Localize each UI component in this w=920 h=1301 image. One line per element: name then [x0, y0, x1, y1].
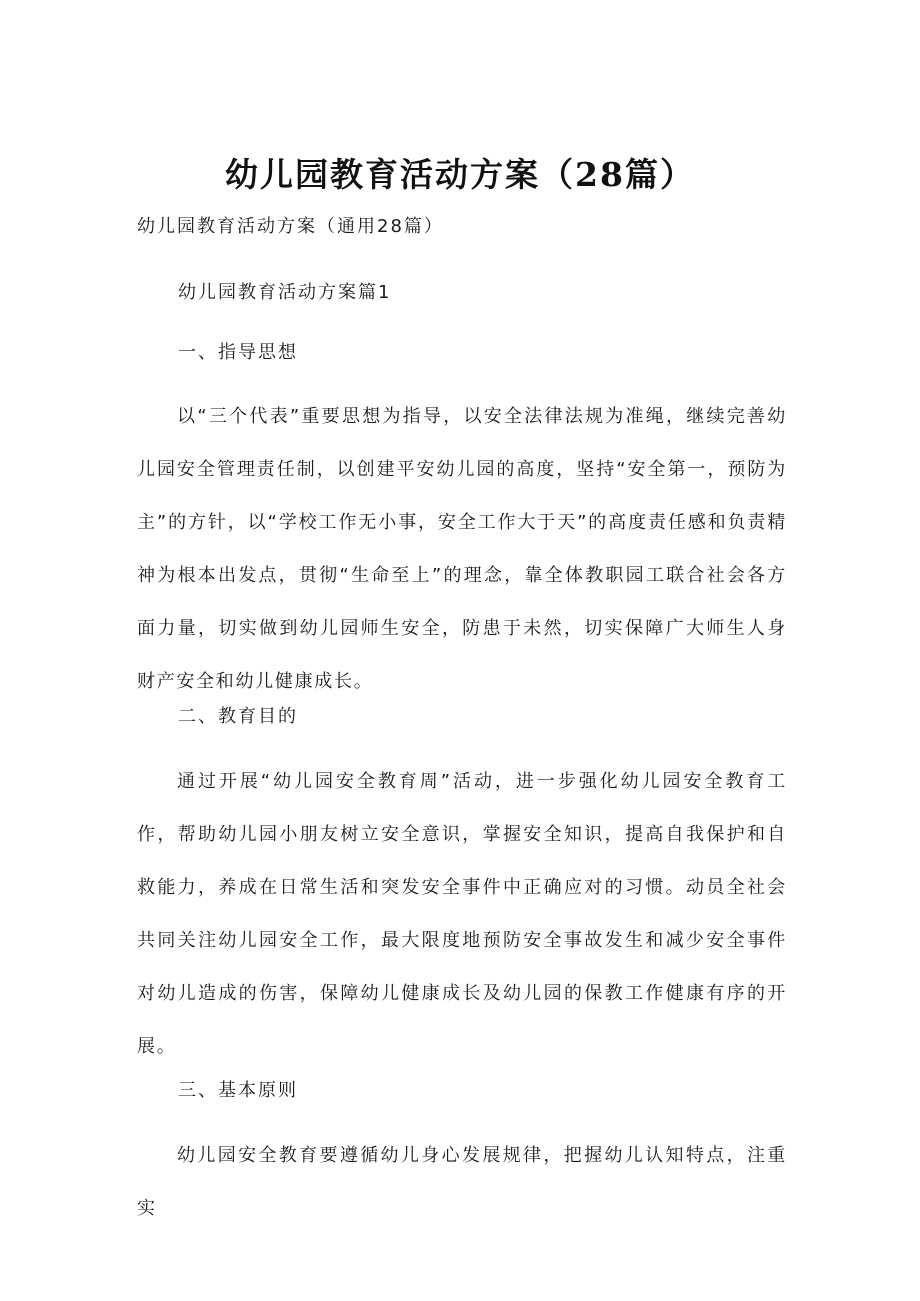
paragraph-education-purpose: 通过开展“幼儿园安全教育周”活动，进一步强化幼儿园安全教育工作，帮助幼儿园小朋友树立安全意识，掌握安全知识，提高自我保护和自救能力，养成在日常生活和突发安全事件中正确应对的习惯。动员全社会共同关注幼儿园安全工作，最大限度地预防安全事故发生和减少安全事件对幼儿造成的伤害，保障幼儿健康成长及幼儿园的保教工作健康有序的开展。 [137, 771, 787, 1057]
paragraph-basic-principles: 幼儿园安全教育要遵循幼儿身心发展规律，把握幼儿认知特点，注重实 [137, 1145, 787, 1219]
heading-guiding-ideology: 一、指导思想 [178, 342, 298, 363]
document-subtitle: 幼儿园教育活动方案（通用28篇） [137, 216, 444, 237]
document-title: 幼儿园教育活动方案（28篇） [225, 155, 695, 194]
heading-education-purpose: 二、教育目的 [178, 706, 298, 727]
section-heading: 幼儿园教育活动方案篇1 [178, 282, 392, 303]
heading-basic-principles: 三、基本原则 [178, 1080, 298, 1101]
paragraph-guiding-ideology: 以“三个代表”重要思想为指导，以安全法律法规为准绳，继续完善幼儿园安全管理责任制，以创建平安幼儿园的高度，坚持“安全第一，预防为主”的方针，以“学校工作无小事，安全工作大于天”的高度责任感和负责精神为根本出发点，贯彻“生命至上”的理念，靠全体教职园工联合社会各方面力量，切实做到幼儿园师生安全，防患于未然，切实保障广大师生人身财产安全和幼儿健康成长。 [137, 406, 787, 692]
